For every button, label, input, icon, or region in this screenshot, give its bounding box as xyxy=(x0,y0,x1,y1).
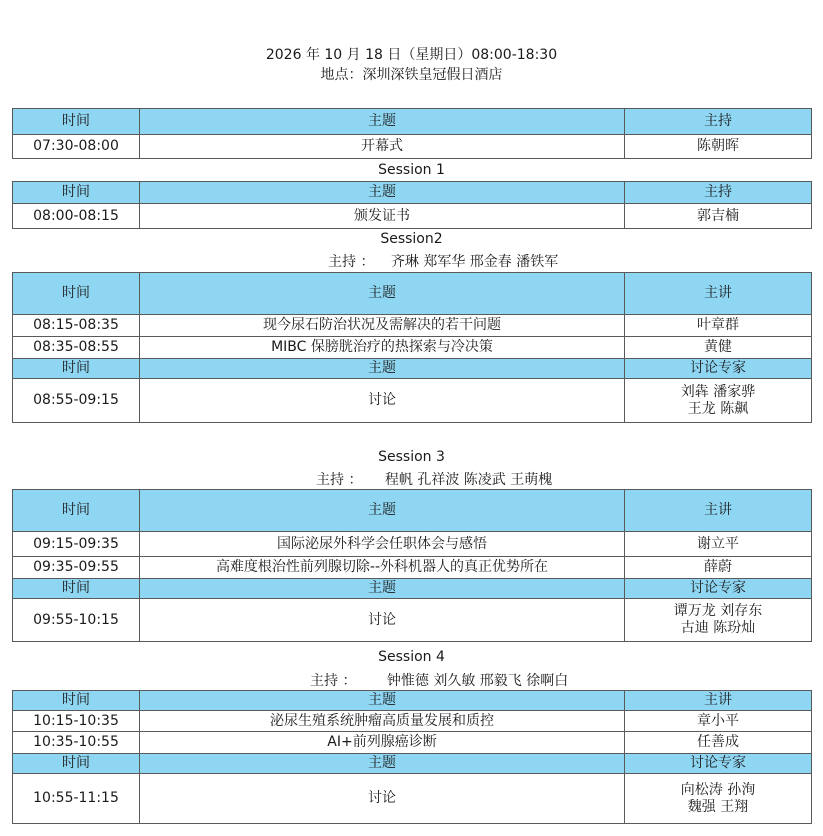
cell-topic: AI+前列腺癌诊断 xyxy=(140,732,625,754)
col-time: 时间 xyxy=(13,182,140,204)
cell-time: 07:30-08:00 xyxy=(13,135,140,159)
event-date: 2026 年 10 月 18 日（星期日）08:00-18:30 xyxy=(265,47,558,63)
table-row xyxy=(13,337,812,359)
table-subheader-row xyxy=(13,579,812,599)
discussion-row xyxy=(13,774,812,824)
session4-title: Session 4 xyxy=(378,649,445,665)
cell-speaker: 谢立平 xyxy=(625,532,812,557)
cell-experts xyxy=(625,774,812,824)
table-subheader-row xyxy=(13,359,812,379)
hosts-label: 主持 ： xyxy=(310,673,357,689)
cell-host: 郭吉楠 xyxy=(625,204,812,229)
table-header-row xyxy=(13,273,812,315)
discussion-row xyxy=(13,379,812,423)
col-speaker: 主讲 xyxy=(625,490,812,532)
hosts-names: 程帆 孔祥波 陈凌武 王萌槐 xyxy=(384,472,553,488)
session4-hosts xyxy=(310,670,568,690)
table-row xyxy=(13,135,812,159)
experts-line: 王龙 陈飙 xyxy=(687,400,749,417)
session3-hosts xyxy=(316,469,552,489)
session3-title: Session 3 xyxy=(378,449,445,465)
col-time: 时间 xyxy=(13,109,140,135)
hosts-label: 主持 ： xyxy=(316,472,363,488)
col-host: 主持 xyxy=(625,182,812,204)
col-experts: 讨论专家 xyxy=(625,579,812,599)
cell-topic: 现今尿石防治状况及需解决的若干问题 xyxy=(140,315,625,337)
experts-line: 向松涛 孙洵 xyxy=(680,781,756,798)
experts-line: 魏强 王翔 xyxy=(687,798,749,815)
cell-speaker: 章小平 xyxy=(625,711,812,732)
cell-time: 10:15-10:35 xyxy=(13,711,140,732)
table-row xyxy=(13,204,812,229)
hosts-names: 齐琳 郑军华 邢金春 潘铁军 xyxy=(390,254,559,270)
col-speaker: 主讲 xyxy=(625,273,812,315)
cell-topic: 颁发证书 xyxy=(140,204,625,229)
col-topic: 主题 xyxy=(140,359,625,379)
session2-title: Session2 xyxy=(380,231,443,247)
col-time: 时间 xyxy=(13,490,140,532)
cell-topic: 高难度根治性前列腺切除--外科机器人的真正优势所在 xyxy=(140,557,625,579)
table-row xyxy=(13,315,812,337)
col-time: 时间 xyxy=(13,359,140,379)
session2-hosts xyxy=(328,251,558,271)
experts-line: 谭万龙 刘存东 xyxy=(673,603,763,619)
session4-table xyxy=(12,690,812,824)
cell-topic: MIBC 保膀胱治疗的热探索与冷决策 xyxy=(140,337,625,359)
session3-table xyxy=(12,489,812,642)
cell-time: 09:15-09:35 xyxy=(13,532,140,557)
hosts-label: 主持 ： xyxy=(328,254,375,270)
col-experts: 讨论专家 xyxy=(625,754,812,774)
cell-speaker: 薛蔚 xyxy=(625,557,812,579)
col-experts: 讨论专家 xyxy=(625,359,812,379)
cell-topic: 国际泌尿外科学会任职体会与感悟 xyxy=(140,532,625,557)
session2-table xyxy=(12,272,812,423)
table-header-row xyxy=(13,490,812,532)
table-header-row xyxy=(13,109,812,135)
table-row xyxy=(13,557,812,579)
col-host: 主持 xyxy=(625,109,812,135)
cell-speaker: 任善成 xyxy=(625,732,812,754)
session1-title: Session 1 xyxy=(378,162,445,178)
table-subheader-row xyxy=(13,754,812,774)
experts-line: 古迪 陈玢灿 xyxy=(680,620,756,636)
opening-table xyxy=(12,108,812,159)
cell-experts xyxy=(625,599,812,642)
hosts-names: 钟惟德 刘久敏 邢毅飞 徐啊白 xyxy=(386,673,569,689)
col-time: 时间 xyxy=(13,273,140,315)
cell-time: 09:55-10:15 xyxy=(13,599,140,642)
cell-time: 08:55-09:15 xyxy=(13,379,140,423)
cell-topic: 讨论 xyxy=(140,599,625,642)
table-row xyxy=(13,532,812,557)
cell-time: 10:35-10:55 xyxy=(13,732,140,754)
table-header-row xyxy=(13,182,812,204)
cell-host: 陈朝晖 xyxy=(625,135,812,159)
discussion-row xyxy=(13,599,812,642)
experts-line: 刘犇 潘家骅 xyxy=(680,383,756,400)
cell-speaker: 叶章群 xyxy=(625,315,812,337)
cell-time: 08:00-08:15 xyxy=(13,204,140,229)
col-time: 时间 xyxy=(13,691,140,711)
table-header-row xyxy=(13,691,812,711)
col-topic: 主题 xyxy=(140,579,625,599)
table-row xyxy=(13,732,812,754)
cell-time: 10:55-11:15 xyxy=(13,774,140,824)
col-speaker: 主讲 xyxy=(625,691,812,711)
cell-time: 08:35-08:55 xyxy=(13,337,140,359)
col-topic: 主题 xyxy=(140,109,625,135)
session1-table xyxy=(12,181,812,229)
event-venue: 地点：深圳深铁皇冠假日酒店 xyxy=(320,67,503,83)
cell-time: 09:35-09:55 xyxy=(13,557,140,579)
col-time: 时间 xyxy=(13,579,140,599)
col-topic: 主题 xyxy=(140,754,625,774)
cell-time: 08:15-08:35 xyxy=(13,315,140,337)
cell-experts xyxy=(625,379,812,423)
col-topic: 主题 xyxy=(140,273,625,315)
cell-speaker: 黄健 xyxy=(625,337,812,359)
cell-topic: 泌尿生殖系统肿瘤高质量发展和质控 xyxy=(140,711,625,732)
col-topic: 主题 xyxy=(140,691,625,711)
col-topic: 主题 xyxy=(140,490,625,532)
cell-topic: 讨论 xyxy=(140,774,625,824)
col-time: 时间 xyxy=(13,754,140,774)
table-row xyxy=(13,711,812,732)
cell-topic: 开幕式 xyxy=(140,135,625,159)
cell-topic: 讨论 xyxy=(140,379,625,423)
col-topic: 主题 xyxy=(140,182,625,204)
